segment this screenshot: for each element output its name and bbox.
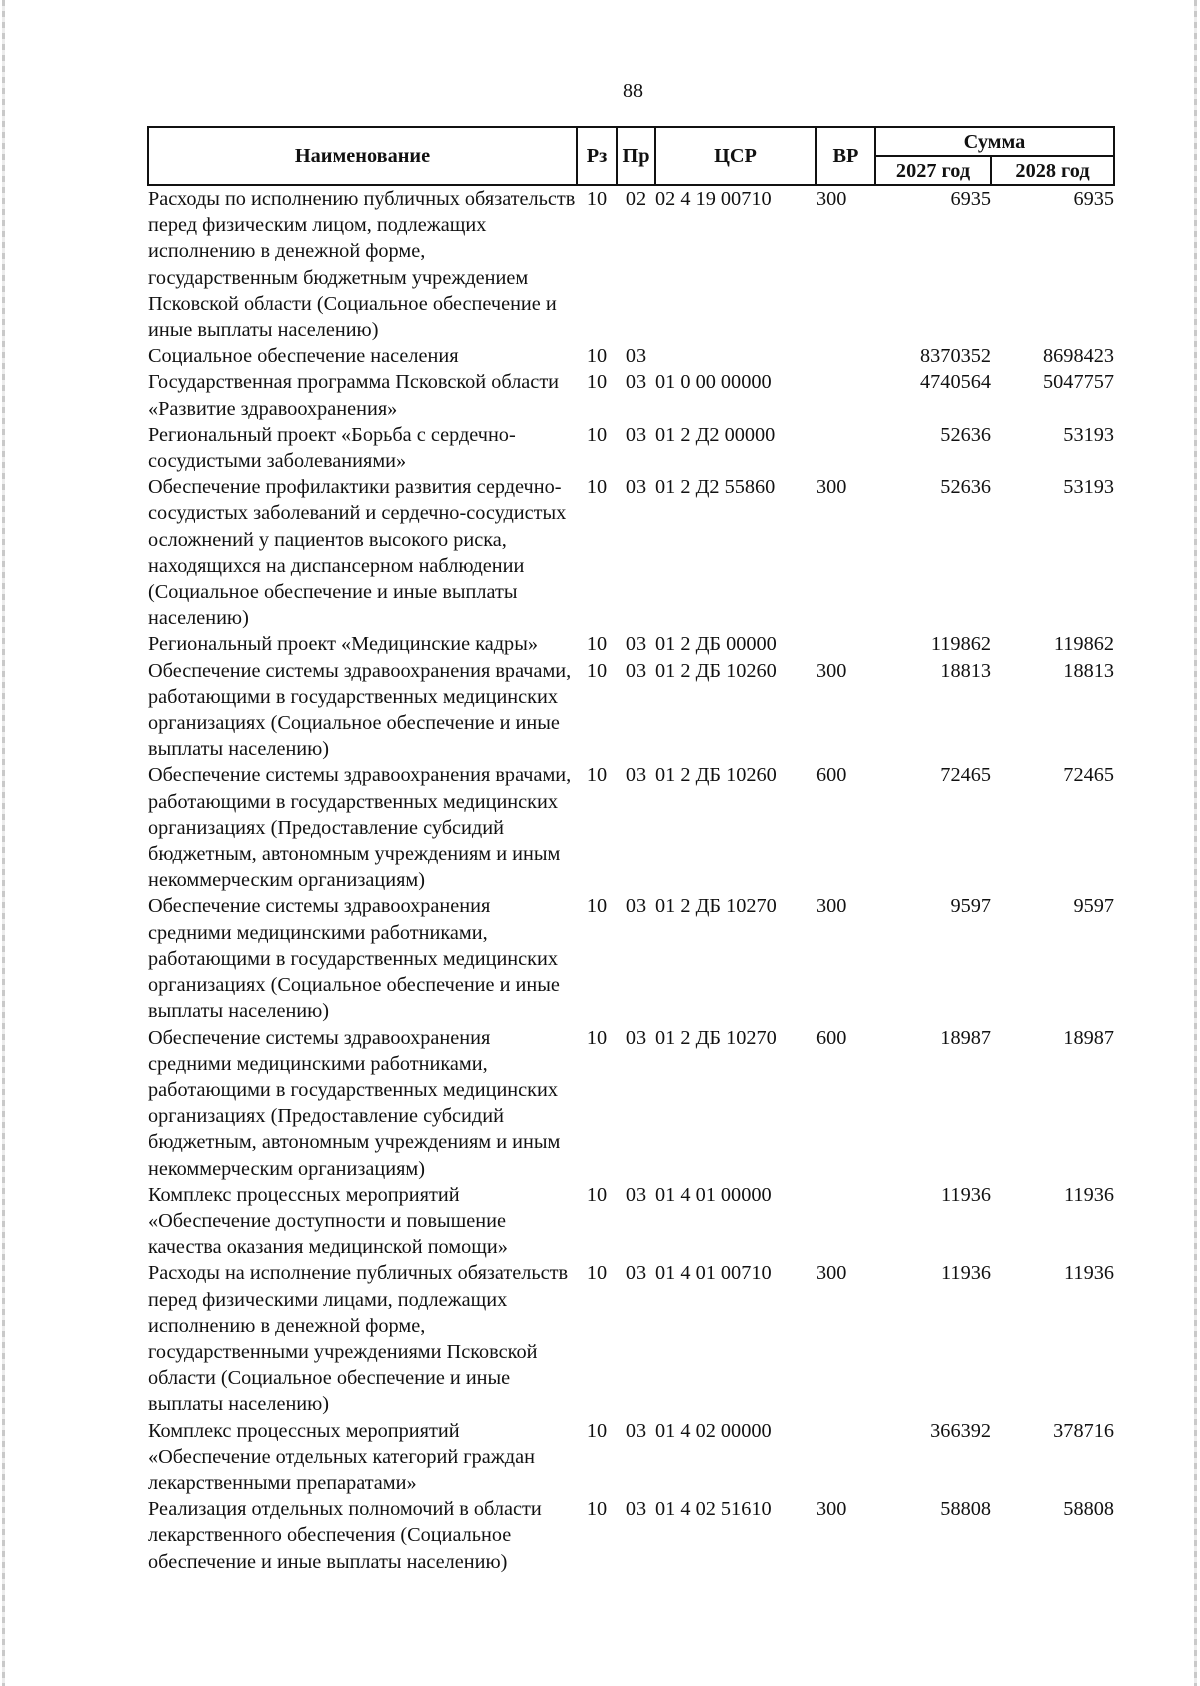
row-csr: 01 2 ДБ 10270 [655,895,777,918]
row-name: Расходы на исполнение публичных обязательств перед физическими лицами, подлежащих исполнению в денежной форме, государственными учреждениями Псковской области (Социальное обеспечение и иные выплаты населению) [148,1262,569,1416]
row-rz: 10 [586,1183,608,1206]
row-vr: 600 [816,764,847,787]
page-number: 88 [623,80,643,102]
row-sum-2027: 366392 [930,1419,991,1442]
header-pr: Пр [617,127,655,185]
row-vr: 300 [816,1262,847,1285]
row-csr [655,343,816,369]
row-sum-2027: 119862 [930,633,991,656]
row-sum-2027: 18987 [940,1026,991,1049]
table-row [148,1025,1114,1182]
row-pr: 03 [625,371,647,394]
row-pr: 03 [625,1262,647,1285]
row-sum-2028: 72465 [1063,764,1114,787]
header-rz: Рз [577,127,617,185]
row-pr: 03 [625,1419,647,1442]
row-rz: 10 [586,659,608,682]
table-row [148,1182,1114,1261]
row-csr: 01 2 Д2 00000 [655,423,776,446]
row-csr: 01 2 Д2 55860 [655,476,776,499]
row-pr: 02 [625,188,647,210]
row-csr: 01 2 ДБ 10260 [655,764,777,787]
row-vr [816,1182,875,1261]
row-name: Обеспечение профилактики развития сердечно-сосудистых заболеваний и сердечно-сосудистых осложнений у пациентов высокого риска, находящихся на диспансерном наблюдении (Социальное обеспечение и иные выплаты населению) [148,476,567,630]
table-body [148,185,1114,1575]
row-csr: 01 0 00 00000 [655,371,772,394]
row-sum-2028: 18987 [1063,1026,1114,1049]
row-rz: 10 [586,1498,608,1521]
table-row [148,185,1114,343]
row-sum-2027: 9597 [950,895,991,918]
row-sum-2028: 53193 [1063,423,1114,446]
row-rz: 10 [586,371,608,394]
row-vr: 300 [816,188,847,210]
row-csr: 01 2 ДБ 00000 [655,633,777,656]
row-csr: 01 2 ДБ 10260 [655,659,777,682]
row-sum-2028: 11936 [1064,1262,1114,1285]
row-pr: 03 [625,345,647,368]
row-vr: 300 [816,1498,847,1521]
row-csr: 01 4 02 00000 [655,1419,772,1442]
table-row [148,343,1114,369]
table-row [148,422,1114,474]
table-row [148,369,1114,421]
row-vr [816,422,875,474]
row-name: Реализация отдельных полномочий в области лекарственного обеспечения (Социальное обеспечение и иные выплаты населению) [148,1498,542,1573]
table-row [148,1260,1114,1417]
row-sum-2027: 8370352 [920,345,991,368]
row-pr: 03 [625,659,647,682]
row-vr: 300 [816,476,847,499]
header-year-2027: 2027 год [875,156,991,185]
row-sum-2028: 9597 [1073,895,1114,918]
row-sum-2028: 53193 [1063,476,1114,499]
row-sum-2027: 4740564 [920,371,991,394]
row-name: Обеспечение системы здравоохранения врачами, работающими в государственных медицинских организациях (Предоставление субсидий бюджетным, автономным учреждениям и иным некоммерческим организациям) [148,764,572,892]
row-name: Обеспечение системы здравоохранения врачами, работающими в государственных медицинских организациях (Социальное обеспечение и иные выплаты населению) [148,659,572,761]
row-sum-2028: 8698423 [1043,345,1114,368]
header-year-2028: 2028 год [991,156,1114,185]
row-csr: 01 2 ДБ 10270 [655,1026,777,1049]
row-name: Расходы по исполнению публичных обязательств перед физическим лицом, подлежащих исполнению в денежной форме, государственным бюджетным учреждением Псковской области (Социальное обеспечение и иные выплаты населению) [148,188,576,342]
scan-edge-left [2,0,5,1686]
row-sum-2027: 52636 [940,476,991,499]
row-name: Региональный проект «Борьба с сердечно-сосудистыми заболеваниями» [148,423,516,473]
row-vr [816,1418,875,1497]
row-csr: 01 4 01 00710 [655,1262,772,1285]
row-pr: 03 [625,633,647,656]
budget-table [147,126,1115,1575]
row-vr: 300 [816,659,847,682]
row-name: Региональный проект «Медицинские кадры» [148,633,538,656]
row-sum-2028: 58808 [1063,1498,1114,1521]
row-pr: 03 [625,895,647,918]
row-name: Комплекс процессных мероприятий «Обеспечение доступности и повышение качества оказания медицинской помощи» [148,1183,508,1259]
row-sum-2027: 11936 [941,1262,991,1285]
row-name: Обеспечение системы здравоохранения средними медицинскими работниками, работающими в государственных медицинских организациях (Предоставление субсидий бюджетным, автономным учреждениям и иным некоммерческим организациям) [148,1026,561,1180]
row-sum-2027: 58808 [940,1498,991,1521]
table-row [148,658,1114,763]
row-sum-2028: 5047757 [1043,371,1114,394]
row-sum-2027: 11936 [941,1183,991,1206]
row-sum-2027: 6935 [950,188,991,210]
row-name: Государственная программа Псковской области «Развитие здравоохранения» [148,371,560,420]
row-rz: 10 [586,633,608,656]
row-csr: 02 4 19 00710 [655,188,772,210]
row-rz: 10 [586,764,608,787]
row-rz: 10 [586,1262,608,1285]
row-pr: 03 [625,1183,647,1206]
row-vr [816,343,875,369]
row-vr: 600 [816,1026,847,1049]
row-pr: 03 [625,1498,647,1521]
row-rz: 10 [586,1026,608,1049]
table-row [148,474,1114,631]
row-sum-2028: 6935 [1073,188,1114,210]
row-vr [816,369,875,421]
table-header [148,127,1114,185]
header-sum: Сумма [875,127,1114,156]
header-csr: ЦСР [655,127,816,185]
row-name: Комплекс процессных мероприятий «Обеспечение отдельных категорий граждан лекарственными препаратами» [148,1419,535,1494]
row-csr: 01 4 02 51610 [655,1498,772,1521]
row-rz: 10 [586,895,608,918]
row-rz: 10 [586,345,608,368]
row-sum-2027: 72465 [940,764,991,787]
row-sum-2028: 119862 [1053,633,1114,656]
row-csr: 01 4 01 00000 [655,1183,772,1206]
row-sum-2028: 378716 [1053,1419,1114,1442]
row-pr: 03 [625,423,647,446]
row-pr: 03 [625,1026,647,1049]
row-rz: 10 [586,188,608,210]
row-sum-2027: 52636 [940,423,991,446]
table-row [148,762,1114,893]
header-vr: ВР [816,127,875,185]
row-rz: 10 [586,1419,608,1442]
table-row [148,893,1114,1024]
table-row [148,1496,1114,1575]
scan-edge-right [1194,0,1197,1686]
row-pr: 03 [625,764,647,787]
row-rz: 10 [586,423,608,446]
row-sum-2028: 18813 [1063,659,1114,682]
row-pr: 03 [625,476,647,499]
row-rz: 10 [586,476,608,499]
row-vr [816,631,875,657]
row-sum-2028: 11936 [1064,1183,1114,1206]
row-name: Социальное обеспечение населения [148,345,459,368]
row-name: Обеспечение системы здравоохранения средними медицинскими работниками, работающими в государственных медицинских организациях (Социальное обеспечение и иные выплаты населению) [148,895,560,1023]
row-sum-2027: 18813 [940,659,991,682]
table-row [148,631,1114,657]
row-vr: 300 [816,895,847,918]
header-name: Наименование [148,127,577,185]
table-row [148,1418,1114,1497]
